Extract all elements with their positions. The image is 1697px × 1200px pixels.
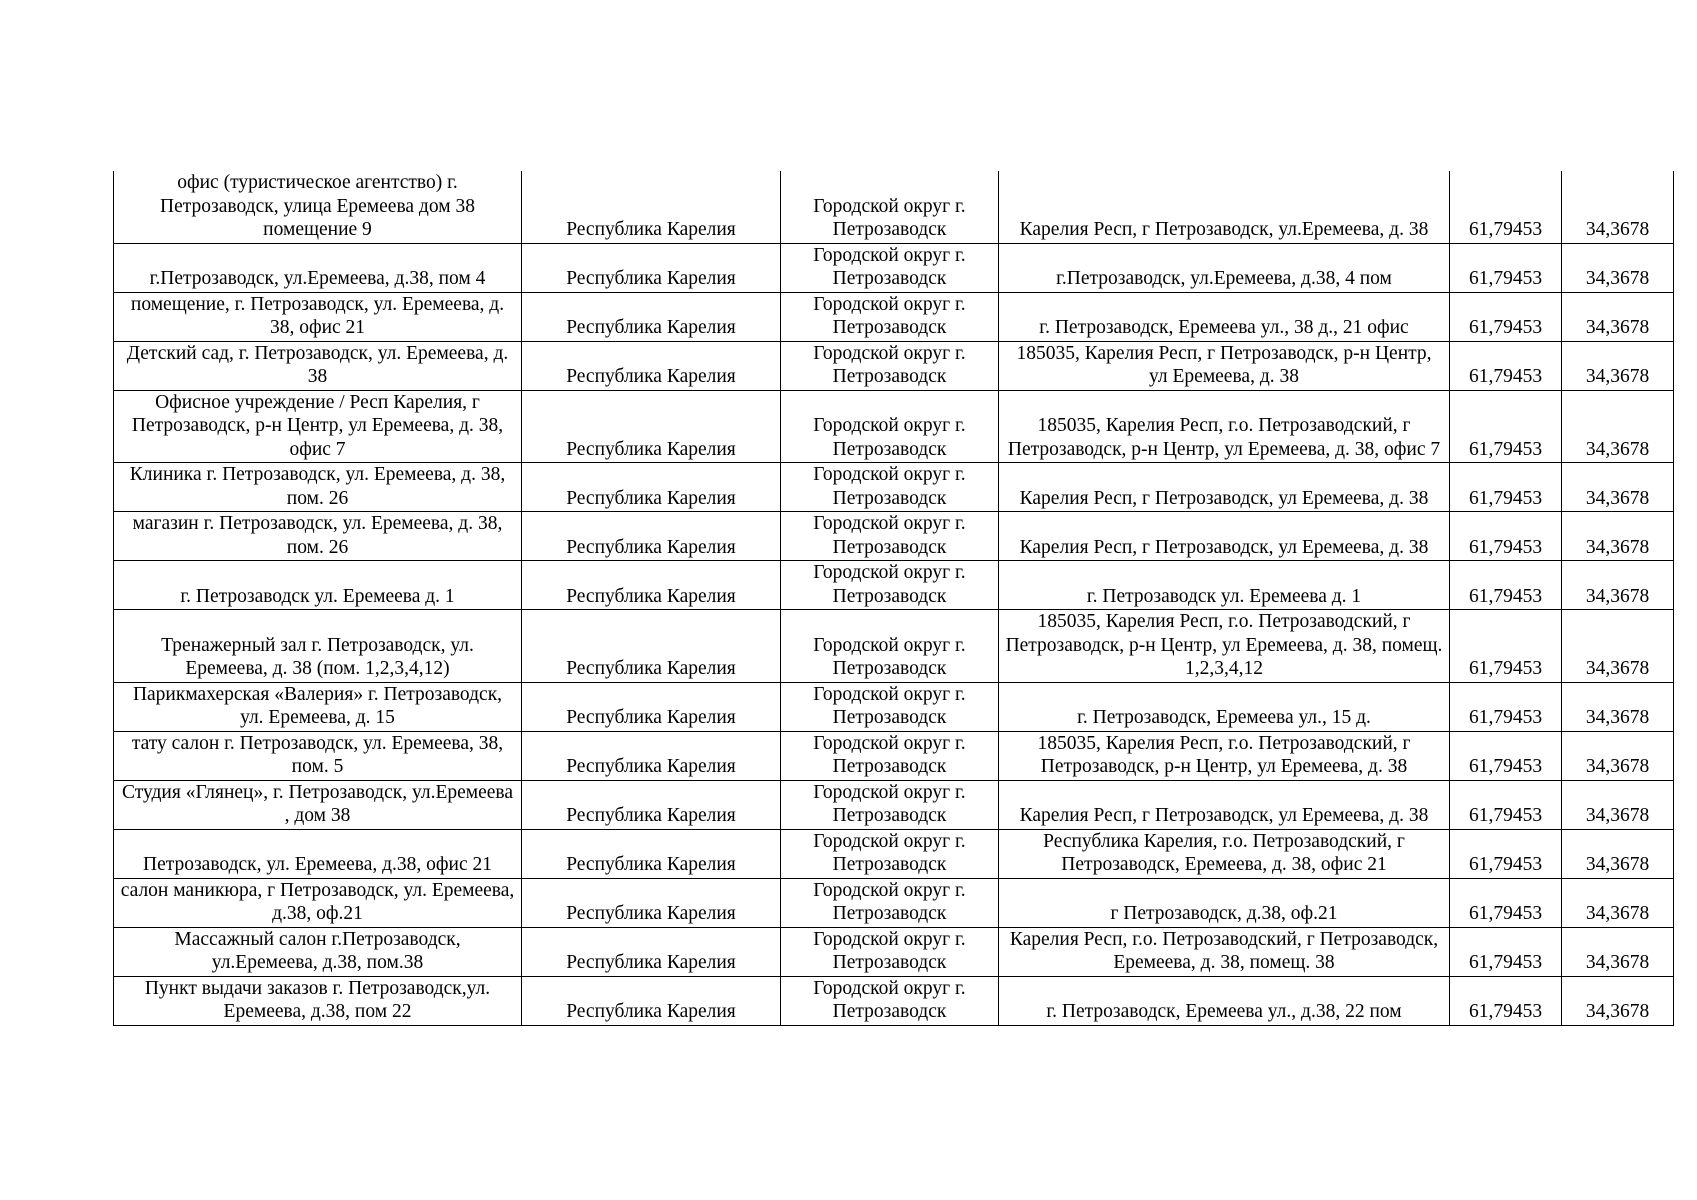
region-cell: Республика Карелия [522, 561, 781, 610]
address-cell: Карелия Респ, г Петрозаводск, ул Еремеева, д. 38 [999, 512, 1450, 561]
municipality-cell: Городской округ г. Петрозаводск [781, 341, 999, 390]
municipality-cell: Городской округ г. Петрозаводск [781, 780, 999, 829]
latitude-cell: 61,79453 [1450, 731, 1562, 780]
municipality-cell: Городской округ г. Петрозаводск [781, 243, 999, 292]
address-cell: г.Петрозаводск, ул.Еремеева, д.38, 4 пом [999, 243, 1450, 292]
table-row [114, 610, 1674, 683]
longitude-cell: 34,3678 [1562, 829, 1674, 878]
table-row [114, 976, 1674, 1025]
longitude-cell: 34,3678 [1562, 390, 1674, 463]
table-row [114, 171, 1674, 243]
object-name-cell: Пункт выдачи заказов г. Петрозаводск,ул. Еремеева, д.38, пом 22 [114, 976, 522, 1025]
latitude-cell: 61,79453 [1450, 927, 1562, 976]
address-cell: 185035, Карелия Респ, г.о. Петрозаводский, г Петрозаводск, р-н Центр, ул Еремеева, д. 38, офис 7 [999, 390, 1450, 463]
region-cell: Республика Карелия [522, 292, 781, 341]
latitude-cell: 61,79453 [1450, 878, 1562, 927]
municipality-cell: Городской округ г. Петрозаводск [781, 390, 999, 463]
longitude-cell: 34,3678 [1562, 171, 1674, 243]
municipality-cell: Городской округ г. Петрозаводск [781, 292, 999, 341]
region-cell: Республика Карелия [522, 829, 781, 878]
region-cell: Республика Карелия [522, 731, 781, 780]
object-name-cell: помещение, г. Петрозаводск, ул. Еремеева, д. 38, офис 21 [114, 292, 522, 341]
object-name-cell: Петрозаводск, ул. Еремеева, д.38, офис 21 [114, 829, 522, 878]
longitude-cell: 34,3678 [1562, 292, 1674, 341]
table-row [114, 390, 1674, 463]
address-cell: Карелия Респ, г Петрозаводск, ул.Еремеева, д. 38 [999, 171, 1450, 243]
latitude-cell: 61,79453 [1450, 561, 1562, 610]
table-row [114, 512, 1674, 561]
object-name-cell: г.Петрозаводск, ул.Еремеева, д.38, пом 4 [114, 243, 522, 292]
table-row [114, 927, 1674, 976]
object-name-cell: Массажный салон г.Петрозаводск, ул.Еремеева, д.38, пом.38 [114, 927, 522, 976]
table-row [114, 780, 1674, 829]
table-row [114, 292, 1674, 341]
longitude-cell: 34,3678 [1562, 610, 1674, 683]
latitude-cell: 61,79453 [1450, 243, 1562, 292]
longitude-cell: 34,3678 [1562, 976, 1674, 1025]
region-cell: Республика Карелия [522, 341, 781, 390]
object-name-cell: г. Петрозаводск ул. Еремеева д. 1 [114, 561, 522, 610]
object-name-cell: офис (туристическое агентство) г. Петрозаводск, улица Еремеева дом 38 помещение 9 [114, 171, 522, 243]
region-cell: Республика Карелия [522, 512, 781, 561]
longitude-cell: 34,3678 [1562, 927, 1674, 976]
address-cell: Республика Карелия, г.о. Петрозаводский, г Петрозаводск, Еремеева, д. 38, офис 21 [999, 829, 1450, 878]
object-name-cell: Парикмахерская «Валерия» г. Петрозаводск, ул. Еремеева, д. 15 [114, 682, 522, 731]
latitude-cell: 61,79453 [1450, 682, 1562, 731]
longitude-cell: 34,3678 [1562, 341, 1674, 390]
table-row [114, 341, 1674, 390]
table-row [114, 829, 1674, 878]
region-cell: Республика Карелия [522, 682, 781, 731]
latitude-cell: 61,79453 [1450, 512, 1562, 561]
latitude-cell: 61,79453 [1450, 390, 1562, 463]
region-cell: Республика Карелия [522, 243, 781, 292]
table-row [114, 731, 1674, 780]
longitude-cell: 34,3678 [1562, 780, 1674, 829]
registry-table [113, 171, 1674, 1026]
table-row [114, 682, 1674, 731]
latitude-cell: 61,79453 [1450, 463, 1562, 512]
latitude-cell: 61,79453 [1450, 829, 1562, 878]
address-cell: г. Петрозаводск ул. Еремеева д. 1 [999, 561, 1450, 610]
municipality-cell: Городской округ г. Петрозаводск [781, 731, 999, 780]
longitude-cell: 34,3678 [1562, 682, 1674, 731]
longitude-cell: 34,3678 [1562, 243, 1674, 292]
municipality-cell: Городской округ г. Петрозаводск [781, 512, 999, 561]
longitude-cell: 34,3678 [1562, 731, 1674, 780]
table-row [114, 243, 1674, 292]
longitude-cell: 34,3678 [1562, 463, 1674, 512]
municipality-cell: Городской округ г. Петрозаводск [781, 171, 999, 243]
municipality-cell: Городской округ г. Петрозаводск [781, 463, 999, 512]
municipality-cell: Городской округ г. Петрозаводск [781, 976, 999, 1025]
latitude-cell: 61,79453 [1450, 341, 1562, 390]
region-cell: Республика Карелия [522, 390, 781, 463]
address-cell: 185035, Карелия Респ, г Петрозаводск, р-н Центр, ул Еремеева, д. 38 [999, 341, 1450, 390]
address-cell: г. Петрозаводск, Еремеева ул., 38 д., 21 офис [999, 292, 1450, 341]
municipality-cell: Городской округ г. Петрозаводск [781, 561, 999, 610]
address-cell: г. Петрозаводск, Еремеева ул., 15 д. [999, 682, 1450, 731]
object-name-cell: Детский сад, г. Петрозаводск, ул. Еремеева, д. 38 [114, 341, 522, 390]
latitude-cell: 61,79453 [1450, 292, 1562, 341]
municipality-cell: Городской округ г. Петрозаводск [781, 610, 999, 683]
region-cell: Республика Карелия [522, 171, 781, 243]
object-name-cell: Студия «Глянец», г. Петрозаводск, ул.Еремеева , дом 38 [114, 780, 522, 829]
region-cell: Республика Карелия [522, 976, 781, 1025]
region-cell: Республика Карелия [522, 927, 781, 976]
municipality-cell: Городской округ г. Петрозаводск [781, 878, 999, 927]
table-row [114, 878, 1674, 927]
address-cell: 185035, Карелия Респ, г.о. Петрозаводский, г Петрозаводск, р-н Центр, ул Еремеева, д. 38 [999, 731, 1450, 780]
region-cell: Республика Карелия [522, 610, 781, 683]
address-cell: г Петрозаводск, д.38, оф.21 [999, 878, 1450, 927]
municipality-cell: Городской округ г. Петрозаводск [781, 927, 999, 976]
latitude-cell: 61,79453 [1450, 976, 1562, 1025]
object-name-cell: Клиника г. Петрозаводск, ул. Еремеева, д. 38, пом. 26 [114, 463, 522, 512]
object-name-cell: Офисное учреждение / Респ Карелия, г Петрозаводск, р-н Центр, ул Еремеева, д. 38, офис 7 [114, 390, 522, 463]
region-cell: Республика Карелия [522, 878, 781, 927]
longitude-cell: 34,3678 [1562, 512, 1674, 561]
object-name-cell: магазин г. Петрозаводск, ул. Еремеева, д. 38, пом. 26 [114, 512, 522, 561]
object-name-cell: тату салон г. Петрозаводск, ул. Еремеева, 38, пом. 5 [114, 731, 522, 780]
longitude-cell: 34,3678 [1562, 878, 1674, 927]
municipality-cell: Городской округ г. Петрозаводск [781, 682, 999, 731]
address-cell: г. Петрозаводск, Еремеева ул., д.38, 22 пом [999, 976, 1450, 1025]
table-row [114, 463, 1674, 512]
object-name-cell: Тренажерный зал г. Петрозаводск, ул. Еремеева, д. 38 (пом. 1,2,3,4,12) [114, 610, 522, 683]
region-cell: Республика Карелия [522, 463, 781, 512]
latitude-cell: 61,79453 [1450, 610, 1562, 683]
region-cell: Республика Карелия [522, 780, 781, 829]
address-cell: 185035, Карелия Респ, г.о. Петрозаводский, г Петрозаводск, р-н Центр, ул Еремеева, д. 38, помещ. 1,2,3,4,12 [999, 610, 1450, 683]
municipality-cell: Городской округ г. Петрозаводск [781, 829, 999, 878]
address-cell: Карелия Респ, г Петрозаводск, ул Еремеева, д. 38 [999, 780, 1450, 829]
address-cell: Карелия Респ, г Петрозаводск, ул Еремеева, д. 38 [999, 463, 1450, 512]
latitude-cell: 61,79453 [1450, 171, 1562, 243]
address-cell: Карелия Респ, г.о. Петрозаводский, г Петрозаводск, Еремеева, д. 38, помещ. 38 [999, 927, 1450, 976]
longitude-cell: 34,3678 [1562, 561, 1674, 610]
table-row [114, 561, 1674, 610]
object-name-cell: салон маникюра, г Петрозаводск, ул. Еремеева, д.38, оф.21 [114, 878, 522, 927]
latitude-cell: 61,79453 [1450, 780, 1562, 829]
